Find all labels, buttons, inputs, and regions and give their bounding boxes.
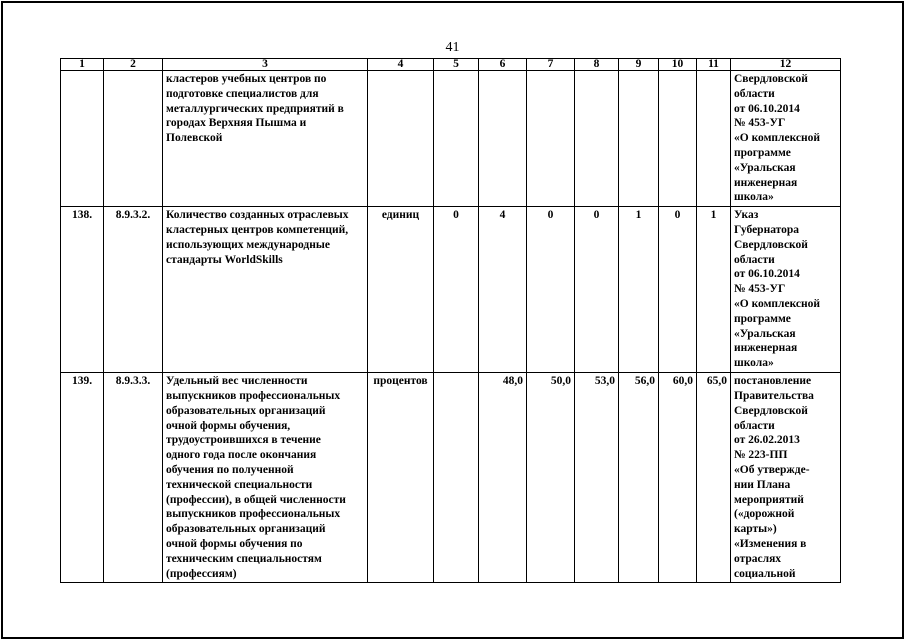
table-row: [61, 207, 841, 373]
value-cell: 0: [575, 207, 619, 373]
value-cell: 56,0: [619, 373, 659, 583]
item-code-cell: 8.9.3.2.: [104, 207, 163, 373]
value-cell: 60,0: [659, 373, 697, 583]
unit-cell: процентов: [368, 373, 434, 583]
value-cell: 48,0: [479, 373, 527, 583]
value-cell: [619, 71, 659, 207]
value-cell: [659, 71, 697, 207]
value-cell: [697, 71, 731, 207]
value-cell: [434, 373, 479, 583]
page-number: 41: [445, 40, 460, 55]
header-cell: 5: [434, 59, 479, 71]
header-cell: 8: [575, 59, 619, 71]
row-number-cell: [61, 71, 104, 207]
indicator-name-cell: Количество созданных отраслевых кластерных центров компетенций, использующих международные стандарты WorldSkills: [163, 207, 368, 373]
header-cell: 11: [697, 59, 731, 71]
value-cell: 0: [527, 207, 575, 373]
source-document-cell: Указ Губернатора Свердловской области от 06.10.2014 № 453-УГ «О комплексной программе «Уральская инженерная школа»: [731, 207, 841, 373]
indicator-name-cell: Удельный вес численности выпускников профессиональных образовательных организаций очной формы обучения, трудоустроившихся в течение одного года после окончания обучения по полученной технической специальности (профессии), в общей численности выпускников профессиональных образовательных организаций очной формы обучения по техническим специальностям (профессиям): [163, 373, 368, 583]
row-number-cell: 138.: [61, 207, 104, 373]
unit-cell: единиц: [368, 207, 434, 373]
header-cell: 12: [731, 59, 841, 71]
value-cell: [434, 71, 479, 207]
value-cell: [575, 71, 619, 207]
unit-cell: [368, 71, 434, 207]
header-cell: 6: [479, 59, 527, 71]
header-cell: 9: [619, 59, 659, 71]
value-cell: 1: [697, 207, 731, 373]
source-document-cell: постановление Правительства Свердловской области от 26.02.2013 № 223-ПП «Об утвержде- нии Плана мероприятий («дорожной карты») «Изменения в отраслях социальной: [731, 373, 841, 583]
document-table: [60, 58, 841, 583]
value-cell: 0: [434, 207, 479, 373]
value-cell: 65,0: [697, 373, 731, 583]
row-number-cell: 139.: [61, 373, 104, 583]
header-cell: 7: [527, 59, 575, 71]
item-code-cell: 8.9.3.3.: [104, 373, 163, 583]
value-cell: 4: [479, 207, 527, 373]
item-code-cell: [104, 71, 163, 207]
indicator-name-cell: кластеров учебных центров по подготовке специалистов для металлургических предприятий в городах Верхняя Пышма и Полевской: [163, 71, 368, 207]
table-row: [61, 373, 841, 583]
source-document-cell: Свердловской области от 06.10.2014 № 453-УГ «О комплексной программе «Уральская инженерная школа»: [731, 71, 841, 207]
header-cell: 1: [61, 59, 104, 71]
value-cell: [527, 71, 575, 207]
value-cell: 0: [659, 207, 697, 373]
value-cell: 1: [619, 207, 659, 373]
header-cell: 3: [163, 59, 368, 71]
header-cell: 10: [659, 59, 697, 71]
header-cell: 4: [368, 59, 434, 71]
value-cell: 53,0: [575, 373, 619, 583]
header-cell: 2: [104, 59, 163, 71]
header-row: [61, 59, 841, 71]
value-cell: [479, 71, 527, 207]
value-cell: 50,0: [527, 373, 575, 583]
table-row: [61, 71, 841, 207]
